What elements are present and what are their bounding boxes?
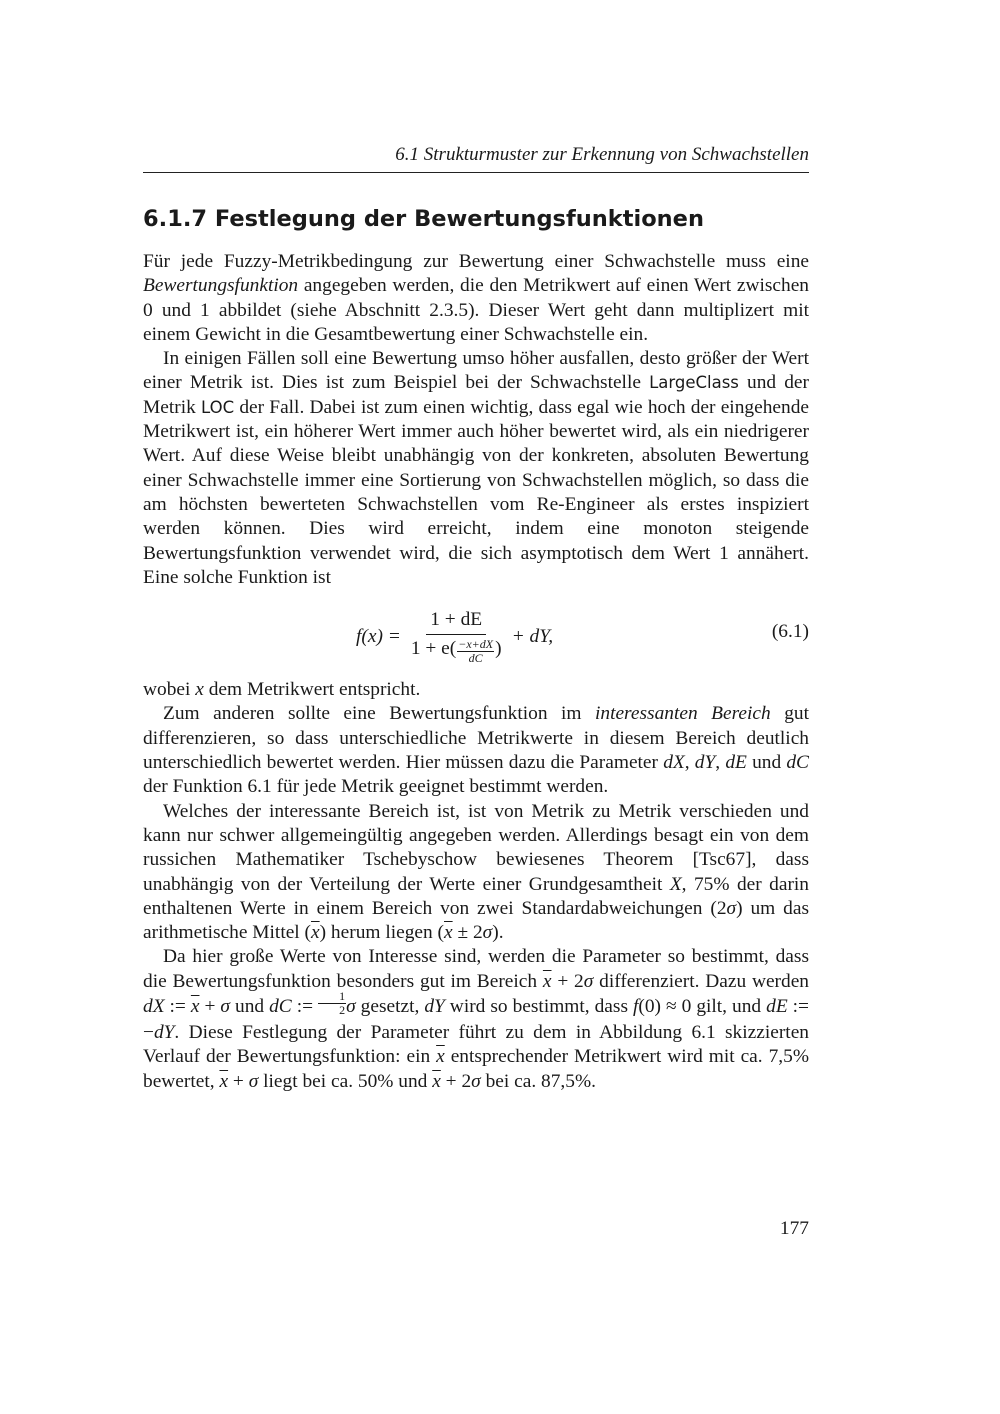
emphasis-term: interessanten Bereich (594, 703, 771, 725)
math-var: dY (153, 1022, 175, 1044)
math-var: x (195, 679, 204, 701)
equation-rhs: + dY, (511, 625, 554, 647)
math-var: f (633, 995, 639, 1017)
text: dem Metrikwert entspricht. (203, 679, 421, 701)
math-var: dE (725, 752, 747, 774)
text: wird so bestimmt, dass (444, 995, 633, 1017)
math-var: σ (471, 1070, 481, 1092)
math-var: σ (726, 897, 737, 919)
equation-6-1 (143, 598, 809, 672)
text: liegt bei ca. 50% und (258, 1070, 433, 1092)
paragraph-3 (143, 678, 809, 702)
exponent-numerator: −x+dX (458, 637, 494, 652)
text: gesetzt, (355, 995, 425, 1017)
text: differenziert. Dazu werden (593, 970, 810, 992)
denominator-left: 1 + e( (410, 638, 457, 660)
equation-number: (6.1) (771, 621, 809, 643)
text: , (684, 752, 695, 774)
paragraph-5 (143, 800, 809, 946)
equation-lhs: f(x) = (356, 625, 401, 647)
text: entsprechender Metrikwert wird mit ca. 7,5% bewertet, (143, 1046, 809, 1092)
code-term: LargeClass (649, 373, 739, 393)
text: Welches der interessante Bereich ist, ist von Metrik zu Metrik verschieden und kann nur schwer allgemeingültig angegeben werden. Allerdings besagt ein von dem russichen Mathematiker Tschebyschow bewiesenes Theorem [Tsc67], dass unabhängig von der Verteilung der Werte einer Grundgesamtheit (143, 800, 809, 895)
paragraph-4 (143, 702, 809, 799)
text: und der Metrik (143, 372, 809, 418)
math-var-xbar: $\overline{x}$ (542, 970, 552, 992)
page-number: 177 (779, 1218, 809, 1239)
math-var: σ (482, 922, 493, 944)
paragraph-6 (143, 945, 809, 1093)
math-var-xbar: $\overline{x}$ (444, 922, 453, 944)
equation-body (356, 608, 553, 665)
text: ). (492, 922, 504, 944)
text: ) herum liegen ( (319, 922, 444, 944)
math-var: dC (269, 995, 292, 1017)
text: und (746, 752, 787, 774)
math-var-xbar: $\overline{x}$ (311, 922, 320, 944)
half-numerator: 1 (318, 990, 346, 1004)
math-var: σ (346, 995, 356, 1017)
text: Da hier große Werte von Interesse sind, werden die Parameter so bestimmt, dass die Bewertungsfunktion besonders gut im Bereich (143, 946, 809, 992)
text: + (199, 995, 221, 1017)
text: . Diese Festlegung der Parameter führt zu dem in Abbildung 6.1 skizzierten Verlauf der Bewertungsfunktion: ein (143, 1022, 809, 1068)
running-header (143, 144, 809, 173)
text: gut differenzieren, so dass unterschiedliche Metrikwerte in diesem Bereich deutlich unterschiedlich bewertet werden. Hier müssen dazu die Parameter (143, 703, 809, 774)
math-var: dX (143, 995, 165, 1017)
text: bei ca. 87,5%. (480, 1070, 596, 1092)
equation-fraction (407, 608, 506, 665)
half-denominator: 2 (339, 1003, 346, 1018)
body-text (143, 250, 809, 1094)
emphasis-term: Bewertungsfunktion (143, 275, 299, 297)
math-var: X (669, 873, 682, 895)
math-var: σ (248, 1070, 259, 1092)
section-title: 6.1.7 Festlegung der Bewertungsfunktionen (143, 206, 704, 232)
math-var: σ (220, 995, 230, 1017)
denominator-right: ) (495, 638, 502, 660)
math-var: dE (766, 995, 788, 1017)
math-var: dX (663, 752, 685, 774)
paragraph-2 (143, 347, 809, 590)
math-var-xbar: $\overline{x}$ (190, 995, 200, 1017)
text: := (291, 995, 319, 1017)
text: (0) ≈ 0 gilt, und (638, 995, 767, 1017)
text: ± 2 (452, 922, 483, 944)
text: Für jede Fuzzy-Metrikbedingung zur Bewertung einer Schwachstelle muss eine (143, 251, 809, 272)
math-var-xbar: $\overline{x}$ (432, 1070, 441, 1092)
text: ) um das arithmetische Mittel ( (143, 897, 809, 944)
fraction-numerator: 1 + dE (426, 608, 486, 635)
text: := (164, 995, 191, 1017)
text: + 2 (551, 970, 584, 992)
text: + 2 (440, 1070, 472, 1092)
math-var-xbar: $\overline{x}$ (436, 1046, 445, 1068)
text: Zum anderen sollte eine Bewertungsfunktion im (163, 703, 595, 725)
math-var: σ (583, 970, 594, 992)
math-var: dY (424, 995, 445, 1017)
text: , 75% der darin enthaltenen Werte in einem Bereich von zwei Standardabweichungen (2 (143, 873, 809, 919)
exponent-denominator: dC (468, 651, 483, 666)
text: , (715, 752, 726, 774)
text: := − (143, 995, 809, 1044)
text: der Fall. Dabei ist zum einen wichtig, dass egal wie hoch der eingehende Metrikwert ist, ein höherer Wert immer auch höher bewertet wird, als ein niedrigerer Wert. Auf diese Weise bleibt unabhängig von der konkreten, absoluten Bewertung einer Schwachstelle immer eine Sortierung von Schwachstellen möglich, so dass die am höchsten bewerteten Schwachstellen vom Re-Engineer als erstes inspiziert werden können. Dies wird erreicht, indem eine monoton steigende Bewertungsfunktion verwendet wird, die sich asymptotisch dem Wert 1 annähert. Eine solche Funktion ist (143, 396, 809, 588)
text: In einigen Fällen soll eine Bewertung umso höher ausfallen, desto größer der Wert einer Metrik ist. Dies ist zum Beispiel bei der Schwachstelle (143, 348, 809, 394)
half-fraction (318, 990, 346, 1017)
math-var: dY (694, 752, 716, 774)
math-var: dC (786, 752, 809, 774)
text: der Funktion 6.1 für jede Metrik geeignet bestimmt werden. (143, 776, 609, 798)
text: wobei (143, 679, 196, 701)
running-title: 6.1 Strukturmuster zur Erkennung von Schwachstellen (395, 144, 809, 165)
text: + (228, 1070, 249, 1092)
math-var-xbar: $\overline{x}$ (219, 1070, 229, 1092)
exponent-fraction (457, 638, 494, 665)
code-term: LOC (200, 397, 235, 417)
paragraph-1 (143, 250, 809, 347)
text: und (230, 995, 270, 1017)
fraction-denominator (407, 635, 506, 665)
text: angegeben werden, die den Metrikwert auf einen Wert zwischen 0 und 1 abbildet (siehe Abschnitt 2.3.5). Dieser Wert geht dann multiplizert mit einem Gewicht in die Gesamtbewertung einer Schwachstelle ein. (143, 275, 809, 345)
